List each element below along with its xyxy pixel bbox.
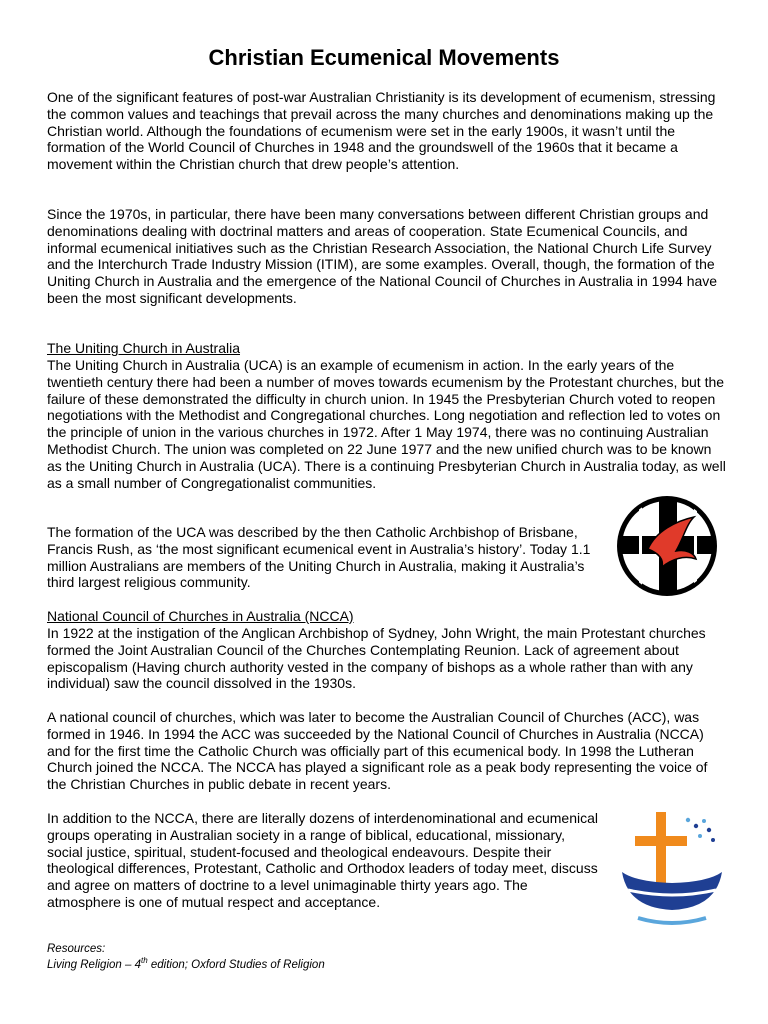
resources-label: Resources:	[47, 943, 106, 955]
resources	[47, 941, 547, 973]
paragraph-ncca-history: In 1922 at the instigation of the Anglican Archbishop of Sydney, John Wright, the main Protestant churches formed the Joint Australian Council of the Churches Contemplating Reunion. Lack of agreement about episcopalism (Having church authority vested in the company of bishops as a whole rather than with any individual) saw the council dissolved in the 1930s.	[47, 625, 706, 692]
paragraph-ecumenical-groups: In addition to the NCCA, there are literally dozens of interdenominational and ecumenical groups operating in Australian society in a range of biblical, educational, missionary, social justice, spiritual, student-focused and theological endeavours. Despite their theological differences, Protestant, Catholic and Orthodox leaders of today meet, discuss and agree on matters of doctrine to a level unimaginable thirty years ago. The atmosphere is one of mutual respect and acceptance.	[47, 810, 598, 910]
paragraph-uca: The Uniting Church in Australia (UCA) is an example of ecumenism in action. In the early years of the twentieth century there had been a number of moves towards ecumenism by the Protestant churches, but the failure of these demonstrated the difficulty in church union. In 1945 the Presbyterian Church voted to reopen negotiations with the Methodist and Congregational churches. Long negotiation and reflection led to votes on the principle of union in the various churches in 1972. After 1 May 1974, there was no continuing Australian Methodist Church. The union was completed on 22 June 1977 and the new unified church was to be known as the Uniting Church in Australia (UCA). There is a continuing Presbyterian Church in Australia today, as well as a small number of Congregationalist communities.	[47, 357, 726, 491]
paragraph-1970s: Since the 1970s, in particular, there have been many conversations between different Christian groups and denominations dealing with doctrinal matters and areas of cooperation. State Ecumenical Councils, and informal ecumenical initiatives such as the Christian Research Association, the National Church Life Survey and the Interchurch Trade Industry Mission (ITIM), are some examples. Overall, though, the formation of the Uniting Church in Australia and the emergence of the National Council of Churches in Australia in 1994 have been the most significant developments.	[47, 206, 718, 306]
section-heading-ncca: National Council of Churches in Australia (NCCA)	[47, 608, 354, 624]
page-title: Christian Ecumenical Movements	[208, 45, 560, 70]
uniting-church-logo	[614, 493, 720, 599]
section-heading-uca: The Uniting Church in Australia	[47, 340, 240, 356]
paragraph-uca-formation: The formation of the UCA was described by the then Catholic Archbishop of Brisbane, Francis Rush, as ‘the most significant ecumenical event in Australia’s history’. Today 1.1 million Australians are members of the Uniting Church in Australia, making it Australia’s third largest religious community.	[47, 524, 591, 591]
resources-citation: Living Religion – 4th edition; Oxford Studies of Religion	[47, 956, 325, 971]
intro-paragraph: One of the significant features of post-war Australian Christianity is its development of ecumenism, stressing the common values and teachings that prevail across the many churches and denominations making up the Christian world. Although the foundations of ecumenism were set in the early 1900s, it wasn’t until the formation of the World Council of Churches in 1948 and the groundswell of the 1960s that it became a movement within the Christian church that drew people’s attention.	[47, 89, 716, 173]
paragraph-acc: A national council of churches, which was later to become the Australian Council of Churches (ACC), was formed in 1946. In 1994 the ACC was succeeded by the National Council of Churches in Australia (NCCA) and for the first time the Catholic Church was officially part of this ecumenical body. In 1998 the Lutheran Church joined the NCCA. The NCCA has played a significant role as a peak body representing the voice of the Christian Churches in public debate in recent years.	[47, 709, 708, 793]
ncca-logo	[618, 804, 726, 934]
